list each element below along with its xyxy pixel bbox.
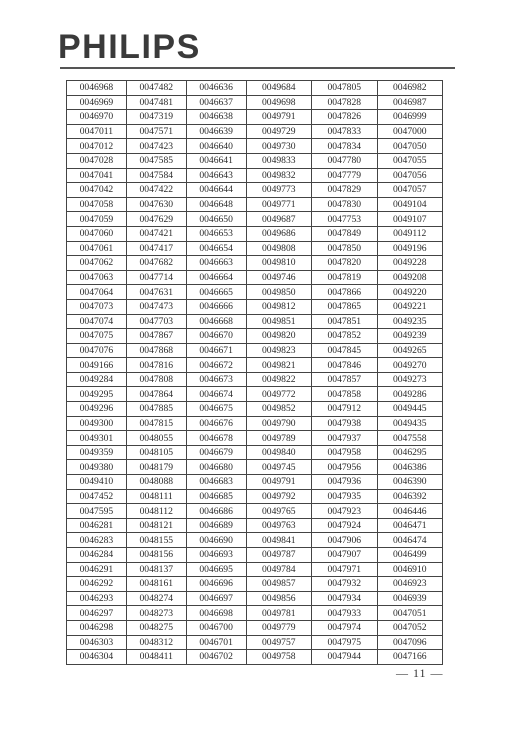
table-cell: 0046683 xyxy=(186,475,246,490)
table-cell: 0047820 xyxy=(312,256,377,271)
table-cell: 0046999 xyxy=(377,110,443,125)
table-row xyxy=(67,270,443,285)
table-cell: 0047075 xyxy=(67,329,127,344)
table-cell: 0046392 xyxy=(377,489,443,504)
table-cell: 0049765 xyxy=(246,504,311,519)
table-cell: 0049265 xyxy=(377,343,443,358)
table-cell: 0046987 xyxy=(377,95,443,110)
table-cell: 0047936 xyxy=(312,475,377,490)
table-cell: 0046969 xyxy=(67,95,127,110)
table-cell: 0049228 xyxy=(377,256,443,271)
table-cell: 0049208 xyxy=(377,270,443,285)
table-cell: 0049686 xyxy=(246,226,311,241)
table-row xyxy=(67,577,443,592)
table-cell: 0047937 xyxy=(312,431,377,446)
table-cell: 0047452 xyxy=(67,489,127,504)
table-cell: 0047056 xyxy=(377,168,443,183)
table-cell: 0049820 xyxy=(246,329,311,344)
table-cell: 0047864 xyxy=(126,387,186,402)
table-cell: 0047055 xyxy=(377,153,443,168)
table-row xyxy=(67,343,443,358)
table-cell: 0047805 xyxy=(312,81,377,96)
table-cell: 0047815 xyxy=(126,416,186,431)
table-row xyxy=(67,431,443,446)
table-cell: 0046673 xyxy=(186,372,246,387)
table-cell: 0046281 xyxy=(67,518,127,533)
table-cell: 0047819 xyxy=(312,270,377,285)
table-cell: 0047585 xyxy=(126,153,186,168)
table-cell: 0047753 xyxy=(312,212,377,227)
table-cell: 0049730 xyxy=(246,139,311,154)
table-cell: 0047830 xyxy=(312,197,377,212)
table-row xyxy=(67,299,443,314)
table-cell: 0047423 xyxy=(126,139,186,154)
table-cell: 0049746 xyxy=(246,270,311,285)
table-cell: 0047816 xyxy=(126,358,186,373)
table-row xyxy=(67,387,443,402)
table-cell: 0047808 xyxy=(126,372,186,387)
table-cell: 0049810 xyxy=(246,256,311,271)
table-cell: 0047975 xyxy=(312,635,377,650)
philips-logo: PHILIPS xyxy=(58,28,201,66)
table-cell: 0047011 xyxy=(67,124,127,139)
table-cell: 0046636 xyxy=(186,81,246,96)
table-cell: 0049841 xyxy=(246,533,311,548)
code-table-body xyxy=(67,81,443,665)
table-cell: 0046685 xyxy=(186,489,246,504)
table-cell: 0047558 xyxy=(377,431,443,446)
table-cell: 0046304 xyxy=(67,650,127,665)
table-cell: 0046653 xyxy=(186,226,246,241)
table-cell: 0047935 xyxy=(312,489,377,504)
table-cell: 0049833 xyxy=(246,153,311,168)
table-cell: 0046701 xyxy=(186,635,246,650)
table-row xyxy=(67,124,443,139)
table-cell: 0048273 xyxy=(126,606,186,621)
table-cell: 0048137 xyxy=(126,562,186,577)
table-cell: 0046696 xyxy=(186,577,246,592)
table-cell: 0046446 xyxy=(377,504,443,519)
table-cell: 0047845 xyxy=(312,343,377,358)
table-cell: 0047000 xyxy=(377,124,443,139)
table-cell: 0047595 xyxy=(67,504,127,519)
table-cell: 0047050 xyxy=(377,139,443,154)
table-cell: 0048411 xyxy=(126,650,186,665)
table-cell: 0046668 xyxy=(186,314,246,329)
table-cell: 0047630 xyxy=(126,197,186,212)
table-cell: 0046650 xyxy=(186,212,246,227)
table-cell: 0049698 xyxy=(246,95,311,110)
table-cell: 0046644 xyxy=(186,183,246,198)
table-cell: 0049107 xyxy=(377,212,443,227)
table-cell: 0046291 xyxy=(67,562,127,577)
table-cell: 0047868 xyxy=(126,343,186,358)
table-cell: 0049781 xyxy=(246,606,311,621)
table-cell: 0046700 xyxy=(186,620,246,635)
table-cell: 0047828 xyxy=(312,95,377,110)
table-cell: 0047096 xyxy=(377,635,443,650)
table-cell: 0048121 xyxy=(126,518,186,533)
table-cell: 0047851 xyxy=(312,314,377,329)
table-cell: 0048088 xyxy=(126,475,186,490)
table-cell: 0047846 xyxy=(312,358,377,373)
table-cell: 0047012 xyxy=(67,139,127,154)
table-cell: 0048112 xyxy=(126,504,186,519)
table-cell: 0047421 xyxy=(126,226,186,241)
table-row xyxy=(67,139,443,154)
table-cell: 0049779 xyxy=(246,620,311,635)
table-cell: 0049823 xyxy=(246,343,311,358)
table-cell: 0049729 xyxy=(246,124,311,139)
table-cell: 0047834 xyxy=(312,139,377,154)
table-cell: 0047629 xyxy=(126,212,186,227)
table-row xyxy=(67,285,443,300)
table-cell: 0047780 xyxy=(312,153,377,168)
table-cell: 0046474 xyxy=(377,533,443,548)
table-row xyxy=(67,445,443,460)
table-cell: 0049822 xyxy=(246,372,311,387)
table-cell: 0046695 xyxy=(186,562,246,577)
table-cell: 0049196 xyxy=(377,241,443,256)
table-cell: 0046663 xyxy=(186,256,246,271)
table-cell: 0047912 xyxy=(312,402,377,417)
table-row xyxy=(67,475,443,490)
table-cell: 0046643 xyxy=(186,168,246,183)
table-cell: 0046292 xyxy=(67,577,127,592)
table-cell: 0049856 xyxy=(246,591,311,606)
table-cell: 0047481 xyxy=(126,95,186,110)
table-cell: 0047422 xyxy=(126,183,186,198)
table-cell: 0046298 xyxy=(67,620,127,635)
table-cell: 0047867 xyxy=(126,329,186,344)
table-cell: 0049296 xyxy=(67,402,127,417)
table-row xyxy=(67,197,443,212)
table-cell: 0046689 xyxy=(186,518,246,533)
table-cell: 0046679 xyxy=(186,445,246,460)
table-cell: 0049684 xyxy=(246,81,311,96)
table-cell: 0049792 xyxy=(246,489,311,504)
table-cell: 0049758 xyxy=(246,650,311,665)
table-cell: 0048156 xyxy=(126,548,186,563)
table-cell: 0049300 xyxy=(67,416,127,431)
table-cell: 0046640 xyxy=(186,139,246,154)
table-cell: 0047061 xyxy=(67,241,127,256)
table-cell: 0046910 xyxy=(377,562,443,577)
table-row xyxy=(67,416,443,431)
table-row xyxy=(67,358,443,373)
table-cell: 0047631 xyxy=(126,285,186,300)
table-cell: 0046648 xyxy=(186,197,246,212)
table-row xyxy=(67,606,443,621)
table-row xyxy=(67,153,443,168)
table-cell: 0047060 xyxy=(67,226,127,241)
table-cell: 0049851 xyxy=(246,314,311,329)
table-row xyxy=(67,183,443,198)
table-cell: 0047934 xyxy=(312,591,377,606)
table-cell: 0049220 xyxy=(377,285,443,300)
table-row xyxy=(67,635,443,650)
table-cell: 0047907 xyxy=(312,548,377,563)
header-rule xyxy=(60,67,455,69)
table-row xyxy=(67,212,443,227)
table-cell: 0046678 xyxy=(186,431,246,446)
table-cell: 0049771 xyxy=(246,197,311,212)
table-cell: 0048179 xyxy=(126,460,186,475)
table-row xyxy=(67,548,443,563)
table-cell: 0049435 xyxy=(377,416,443,431)
table-cell: 0049104 xyxy=(377,197,443,212)
table-cell: 0047971 xyxy=(312,562,377,577)
table-cell: 0049821 xyxy=(246,358,311,373)
table-cell: 0046675 xyxy=(186,402,246,417)
table-cell: 0048105 xyxy=(126,445,186,460)
table-row xyxy=(67,329,443,344)
table-cell: 0047319 xyxy=(126,110,186,125)
table-row xyxy=(67,402,443,417)
table-cell: 0047852 xyxy=(312,329,377,344)
table-cell: 0049445 xyxy=(377,402,443,417)
table-cell: 0048055 xyxy=(126,431,186,446)
table-cell: 0046686 xyxy=(186,504,246,519)
table-cell: 0047042 xyxy=(67,183,127,198)
table-cell: 0046923 xyxy=(377,577,443,592)
table-cell: 0046639 xyxy=(186,124,246,139)
table-cell: 0046680 xyxy=(186,460,246,475)
table-row xyxy=(67,372,443,387)
table-cell: 0048155 xyxy=(126,533,186,548)
table-cell: 0047076 xyxy=(67,343,127,358)
table-cell: 0047850 xyxy=(312,241,377,256)
table-cell: 0047041 xyxy=(67,168,127,183)
table-cell: 0049286 xyxy=(377,387,443,402)
table-cell: 0047849 xyxy=(312,226,377,241)
table-row xyxy=(67,562,443,577)
table-cell: 0047779 xyxy=(312,168,377,183)
table-cell: 0047166 xyxy=(377,650,443,665)
table-cell: 0049687 xyxy=(246,212,311,227)
table-cell: 0046970 xyxy=(67,110,127,125)
page-number: — 11 — xyxy=(396,666,444,680)
table-cell: 0046672 xyxy=(186,358,246,373)
table-row xyxy=(67,241,443,256)
table-cell: 0049763 xyxy=(246,518,311,533)
table-cell: 0049773 xyxy=(246,183,311,198)
table-cell: 0047933 xyxy=(312,606,377,621)
table-cell: 0047682 xyxy=(126,256,186,271)
table-cell: 0046968 xyxy=(67,81,127,96)
table-cell: 0049284 xyxy=(67,372,127,387)
table-row xyxy=(67,518,443,533)
table-cell: 0046697 xyxy=(186,591,246,606)
table-cell: 0047057 xyxy=(377,183,443,198)
table-cell: 0046939 xyxy=(377,591,443,606)
table-cell: 0049410 xyxy=(67,475,127,490)
table-cell: 0048312 xyxy=(126,635,186,650)
table-cell: 0049359 xyxy=(67,445,127,460)
table-cell: 0047584 xyxy=(126,168,186,183)
table-cell: 0046666 xyxy=(186,299,246,314)
table-cell: 0047058 xyxy=(67,197,127,212)
table-cell: 0047857 xyxy=(312,372,377,387)
table-cell: 0046386 xyxy=(377,460,443,475)
table-cell: 0046638 xyxy=(186,110,246,125)
table-cell: 0047932 xyxy=(312,577,377,592)
table-cell: 0046297 xyxy=(67,606,127,621)
table-cell: 0049112 xyxy=(377,226,443,241)
table-cell: 0049791 xyxy=(246,475,311,490)
table-cell: 0046671 xyxy=(186,343,246,358)
table-cell: 0046698 xyxy=(186,606,246,621)
table-cell: 0047829 xyxy=(312,183,377,198)
table-cell: 0049852 xyxy=(246,402,311,417)
table-cell: 0047924 xyxy=(312,518,377,533)
table-cell: 0046674 xyxy=(186,387,246,402)
table-cell: 0046637 xyxy=(186,95,246,110)
table-row xyxy=(67,81,443,96)
table-row xyxy=(67,314,443,329)
table-cell: 0049840 xyxy=(246,445,311,460)
table-cell: 0046654 xyxy=(186,241,246,256)
table-cell: 0049380 xyxy=(67,460,127,475)
table-row xyxy=(67,460,443,475)
table-cell: 0046293 xyxy=(67,591,127,606)
table-cell: 0047866 xyxy=(312,285,377,300)
table-cell: 0046665 xyxy=(186,285,246,300)
table-cell: 0049301 xyxy=(67,431,127,446)
table-cell: 0049221 xyxy=(377,299,443,314)
table-cell: 0046690 xyxy=(186,533,246,548)
table-cell: 0047482 xyxy=(126,81,186,96)
table-cell: 0047826 xyxy=(312,110,377,125)
table-cell: 0047063 xyxy=(67,270,127,285)
table-row xyxy=(67,95,443,110)
table-cell: 0049235 xyxy=(377,314,443,329)
table-cell: 0049745 xyxy=(246,460,311,475)
table-cell: 0047064 xyxy=(67,285,127,300)
table-cell: 0047714 xyxy=(126,270,186,285)
table-cell: 0047938 xyxy=(312,416,377,431)
table-cell: 0047028 xyxy=(67,153,127,168)
table-cell: 0049270 xyxy=(377,358,443,373)
table-cell: 0049790 xyxy=(246,416,311,431)
table-cell: 0049808 xyxy=(246,241,311,256)
table-row xyxy=(67,168,443,183)
table-cell: 0047906 xyxy=(312,533,377,548)
table-cell: 0046303 xyxy=(67,635,127,650)
table-cell: 0049166 xyxy=(67,358,127,373)
table-cell: 0048274 xyxy=(126,591,186,606)
table-cell: 0048111 xyxy=(126,489,186,504)
table-cell: 0048161 xyxy=(126,577,186,592)
table-cell: 0046693 xyxy=(186,548,246,563)
table-cell: 0046702 xyxy=(186,650,246,665)
table-row xyxy=(67,226,443,241)
table-cell: 0046676 xyxy=(186,416,246,431)
table-cell: 0046670 xyxy=(186,329,246,344)
table-cell: 0047858 xyxy=(312,387,377,402)
table-row xyxy=(67,650,443,665)
table-cell: 0046664 xyxy=(186,270,246,285)
table-cell: 0049787 xyxy=(246,548,311,563)
table-cell: 0047473 xyxy=(126,299,186,314)
table-cell: 0046471 xyxy=(377,518,443,533)
table-row xyxy=(67,256,443,271)
code-table xyxy=(66,80,443,665)
table-row xyxy=(67,533,443,548)
table-cell: 0047703 xyxy=(126,314,186,329)
table-cell: 0047062 xyxy=(67,256,127,271)
table-row xyxy=(67,591,443,606)
table-row xyxy=(67,489,443,504)
table-cell: 0049832 xyxy=(246,168,311,183)
table-cell: 0047073 xyxy=(67,299,127,314)
table-cell: 0047923 xyxy=(312,504,377,519)
table-cell: 0047958 xyxy=(312,445,377,460)
table-cell: 0049239 xyxy=(377,329,443,344)
table-cell: 0047074 xyxy=(67,314,127,329)
table-cell: 0046295 xyxy=(377,445,443,460)
table-cell: 0049850 xyxy=(246,285,311,300)
table-cell: 0046641 xyxy=(186,153,246,168)
table-cell: 0047052 xyxy=(377,620,443,635)
table-cell: 0047833 xyxy=(312,124,377,139)
table-cell: 0049273 xyxy=(377,372,443,387)
table-cell: 0049784 xyxy=(246,562,311,577)
table-cell: 0049772 xyxy=(246,387,311,402)
table-cell: 0047944 xyxy=(312,650,377,665)
table-cell: 0049791 xyxy=(246,110,311,125)
table-cell: 0049295 xyxy=(67,387,127,402)
table-cell: 0047865 xyxy=(312,299,377,314)
table-cell: 0046499 xyxy=(377,548,443,563)
table-cell: 0046283 xyxy=(67,533,127,548)
table-row xyxy=(67,110,443,125)
table-cell: 0047417 xyxy=(126,241,186,256)
table-cell: 0049757 xyxy=(246,635,311,650)
table-cell: 0047051 xyxy=(377,606,443,621)
table-cell: 0048275 xyxy=(126,620,186,635)
table-cell: 0046982 xyxy=(377,81,443,96)
table-row xyxy=(67,620,443,635)
table-cell: 0046284 xyxy=(67,548,127,563)
table-cell: 0047059 xyxy=(67,212,127,227)
table-row xyxy=(67,504,443,519)
table-cell: 0047956 xyxy=(312,460,377,475)
table-cell: 0047571 xyxy=(126,124,186,139)
table-cell: 0049857 xyxy=(246,577,311,592)
table-cell: 0047885 xyxy=(126,402,186,417)
table-cell: 0049812 xyxy=(246,299,311,314)
table-cell: 0049789 xyxy=(246,431,311,446)
table-cell: 0047974 xyxy=(312,620,377,635)
table-cell: 0046390 xyxy=(377,475,443,490)
